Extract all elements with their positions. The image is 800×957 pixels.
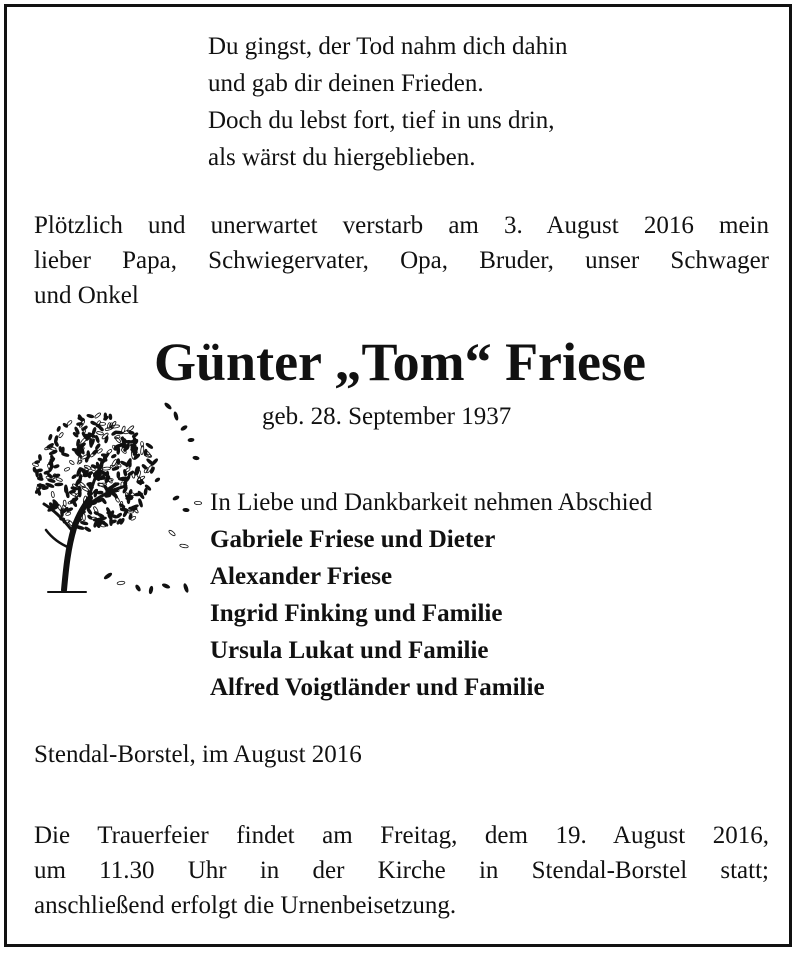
announcement-line: und Onkel: [34, 282, 139, 309]
mourner-name: Alexander Friese: [210, 563, 393, 590]
announcement-line: lieber Papa, Schwiegervater, Opa, Bruder, unser Schwager: [34, 247, 769, 274]
poem-line: Du gingst, der Tod nahm dich dahin: [208, 33, 568, 60]
announcement-line: Plötzlich und unerwartet verstarb am 3. August 2016 mein: [34, 212, 769, 239]
mourners-block: [210, 484, 652, 706]
poem-line: als wärst du hiergeblieben.: [208, 144, 476, 171]
birth-date: geb. 28. September 1937: [262, 403, 512, 430]
funeral-line: um 11.30 Uhr in der Kirche in Stendal-Borstel statt;: [34, 857, 769, 884]
poem: [208, 28, 568, 176]
poem-line: Doch du lebst fort, tief in uns drin,: [208, 107, 555, 134]
mourner-name: Gabriele Friese und Dieter: [210, 526, 496, 553]
deceased-name: Günter „Tom“ Friese: [154, 332, 646, 392]
windblown-tree-icon: [26, 398, 206, 603]
death-announcement: [34, 208, 769, 313]
funeral-line: Die Trauerfeier findet am Freitag, dem 19. August 2016,: [34, 822, 769, 849]
funeral-line: anschließend erfolgt die Urnenbeisetzung.: [34, 892, 457, 919]
mourner-name: Alfred Voigtländer und Familie: [210, 674, 545, 701]
mourner-name: Ingrid Finking und Familie: [210, 600, 503, 627]
poem-line: und gab dir deinen Frieden.: [208, 70, 484, 97]
place-date: Stendal-Borstel, im August 2016: [34, 741, 362, 768]
mourners-intro: In Liebe und Dankbarkeit nehmen Abschied: [210, 489, 653, 516]
funeral-notice: [34, 818, 769, 923]
mourner-name: Ursula Lukat und Familie: [210, 637, 489, 664]
